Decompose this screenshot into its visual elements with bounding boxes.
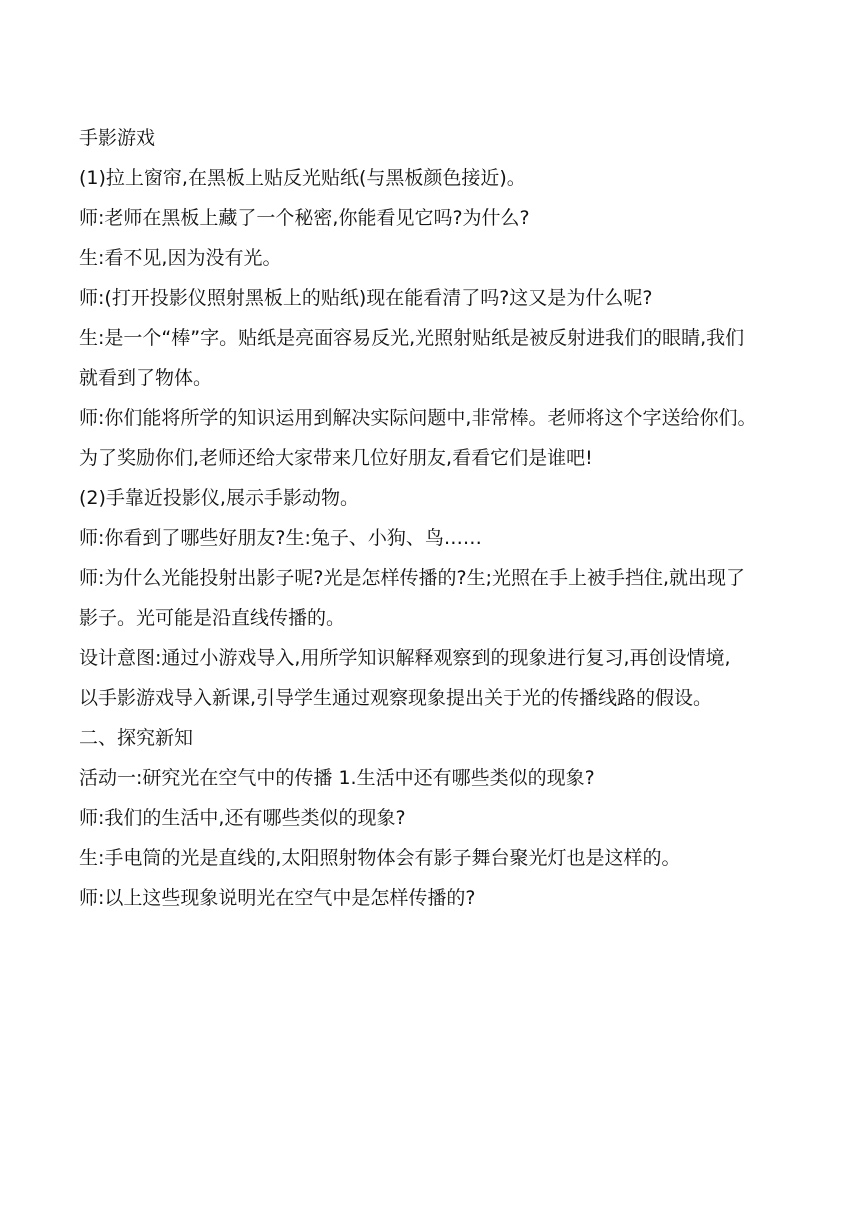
continuation-line: 为了奖励你们,老师还给大家带来几位好朋友,看看它们是谁吧!: [79, 447, 593, 469]
student-line: 生:是一个“棒”字。贴纸是亮面容易反光,光照射贴纸是被反射进我们的眼睛,我们: [79, 327, 745, 349]
teacher-line: 师:你们能将所学的知识运用到解决实际问题中,非常棒。老师将这个字送给你们。: [79, 407, 757, 429]
teacher-line: 师:以上这些现象说明光在空气中是怎样传播的?: [79, 887, 476, 909]
section-heading-explore: 二、探究新知: [79, 727, 194, 749]
step-2-text: (2)手靠近投影仪,展示手影动物。: [79, 487, 359, 509]
teacher-line: 师:为什么光能投射出影子呢?光是怎样传播的?生;光照在手上被手挡住,就出现了: [79, 567, 746, 589]
student-line: 生:看不见,因为没有光。: [79, 247, 282, 269]
student-paragraph: [79, 318, 799, 398]
teacher-line: 师:(打开投影仪照射黑板上的贴纸)现在能看清了吗?这又是为什么呢?: [79, 287, 653, 309]
design-intent-paragraph: [79, 638, 799, 718]
section-title-hand-shadow-game: 手影游戏: [79, 127, 156, 149]
teacher-paragraph: [79, 398, 799, 478]
continuation-line: 以手影游戏导入新课,引导学生通过观察现象提出关于光的传播线路的假设。: [79, 687, 713, 709]
step-1-text: (1)拉上窗帘,在黑板上贴反光贴纸(与黑板颜色接近)。: [79, 167, 526, 189]
activity-1-heading: 活动一:研究光在空气中的传播 1.生活中还有哪些类似的现象?: [79, 767, 595, 789]
continuation-line: 就看到了物体。: [79, 367, 213, 389]
design-intent-line: 设计意图:通过小游戏导入,用所学知识解释观察到的现象进行复习,再创设情境,: [79, 647, 731, 669]
teacher-line: 师:我们的生活中,还有哪些类似的现象?: [79, 807, 406, 829]
continuation-line: 影子。光可能是沿直线传播的。: [79, 607, 346, 629]
teacher-line: 师:老师在黑板上藏了一个秘密,你能看见它吗?为什么?: [79, 207, 530, 229]
teacher-paragraph: [79, 558, 799, 638]
teacher-line: 师:你看到了哪些好朋友?生:兔子、小狗、鸟……: [79, 527, 482, 549]
student-line: 生:手电筒的光是直线的,太阳照射物体会有影子舞台聚光灯也是这样的。: [79, 847, 681, 869]
document-body: [79, 118, 799, 918]
